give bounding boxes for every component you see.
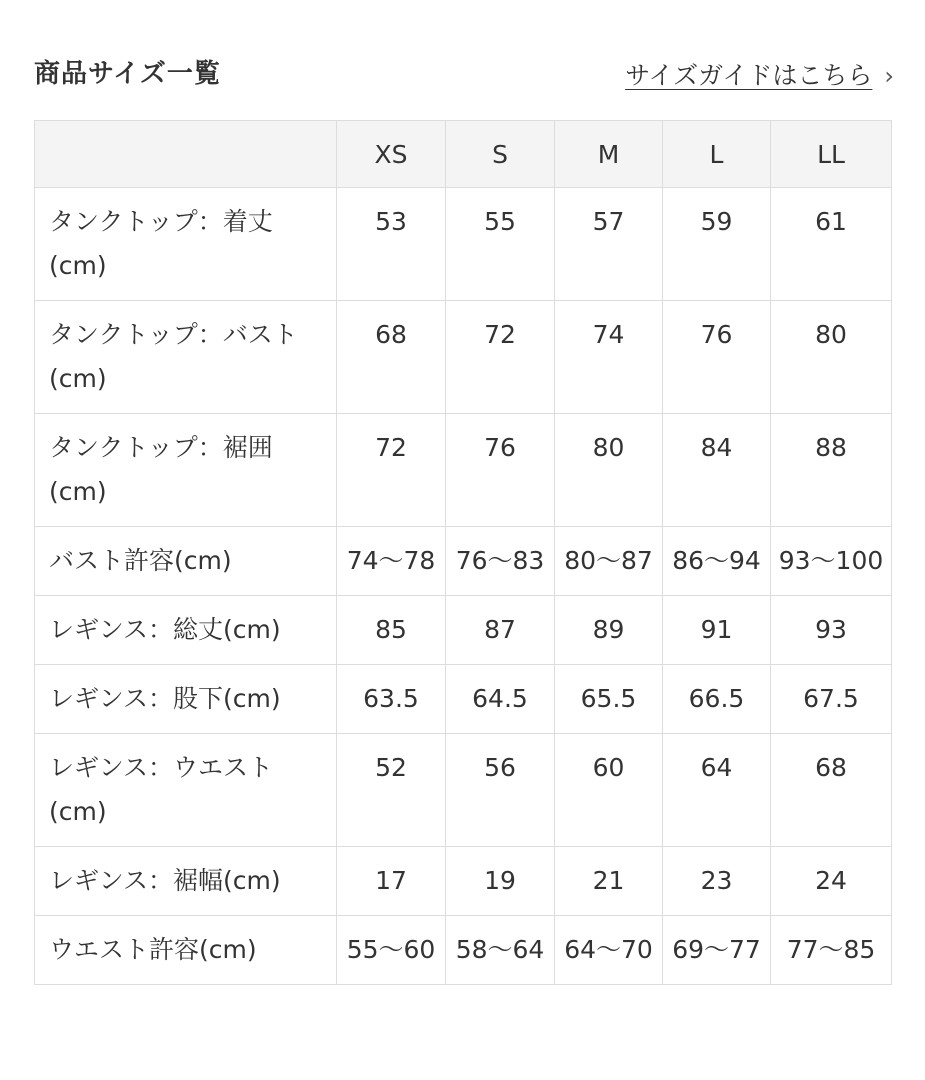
size-header-xs: XS [337,121,446,188]
size-value: 67.5 [771,665,892,734]
table-row [35,596,892,665]
size-value: 76〜83 [446,527,555,596]
table-row [35,301,892,414]
size-value: 63.5 [337,665,446,734]
size-value: 55 [446,188,555,301]
size-value: 65.5 [555,665,663,734]
size-value: 76 [446,414,555,527]
size-value: 58〜64 [446,916,555,985]
size-guide-link[interactable] [625,58,894,94]
size-value: 23 [663,847,771,916]
table-row [35,414,892,527]
size-value: 17 [337,847,446,916]
size-header-ll: LL [771,121,892,188]
size-header-row [35,121,892,188]
size-value: 59 [663,188,771,301]
size-value: 77〜85 [771,916,892,985]
row-label: レギンス：総丈(cm) [35,596,337,665]
table-row [35,527,892,596]
size-value: 76 [663,301,771,414]
size-value: 19 [446,847,555,916]
row-label: レギンス：裾幅(cm) [35,847,337,916]
size-value: 57 [555,188,663,301]
size-value: 91 [663,596,771,665]
size-value: 68 [771,734,892,847]
size-value: 89 [555,596,663,665]
size-value: 61 [771,188,892,301]
table-row [35,665,892,734]
size-value: 80〜87 [555,527,663,596]
size-value: 72 [446,301,555,414]
page-title: 商品サイズ一覧 [34,59,221,89]
size-header-s: S [446,121,555,188]
size-value: 56 [446,734,555,847]
size-value: 60 [555,734,663,847]
size-header-m: M [555,121,663,188]
size-value: 85 [337,596,446,665]
size-value: 68 [337,301,446,414]
size-value: 93 [771,596,892,665]
row-label: タンクトップ：裾囲(cm) [35,414,337,527]
size-header-l: L [663,121,771,188]
header-corner-cell [35,121,337,188]
size-value: 86〜94 [663,527,771,596]
row-label: バスト許容(cm) [35,527,337,596]
size-value: 72 [337,414,446,527]
table-row [35,188,892,301]
row-label: レギンス：ウエスト(cm) [35,734,337,847]
size-value: 21 [555,847,663,916]
size-value: 88 [771,414,892,527]
table-row [35,847,892,916]
size-value: 87 [446,596,555,665]
size-guide-link-text[interactable]: サイズガイドはこちら [625,61,873,90]
size-value: 84 [663,414,771,527]
size-value: 80 [771,301,892,414]
size-value: 64.5 [446,665,555,734]
row-label: ウエスト許容(cm) [35,916,337,985]
size-value: 93〜100 [771,527,892,596]
size-value: 55〜60 [337,916,446,985]
size-value: 80 [555,414,663,527]
row-label: レギンス：股下(cm) [35,665,337,734]
table-row [35,916,892,985]
size-value: 53 [337,188,446,301]
size-value: 74 [555,301,663,414]
size-table [34,120,892,985]
size-value: 64〜70 [555,916,663,985]
row-label: タンクトップ：バスト(cm) [35,301,337,414]
table-row [35,734,892,847]
page-header [34,56,894,96]
size-value: 66.5 [663,665,771,734]
chevron-right-icon: › [884,62,894,90]
size-value: 74〜78 [337,527,446,596]
row-label: タンクトップ：着丈(cm) [35,188,337,301]
size-value: 69〜77 [663,916,771,985]
size-value: 24 [771,847,892,916]
size-value: 52 [337,734,446,847]
size-value: 64 [663,734,771,847]
